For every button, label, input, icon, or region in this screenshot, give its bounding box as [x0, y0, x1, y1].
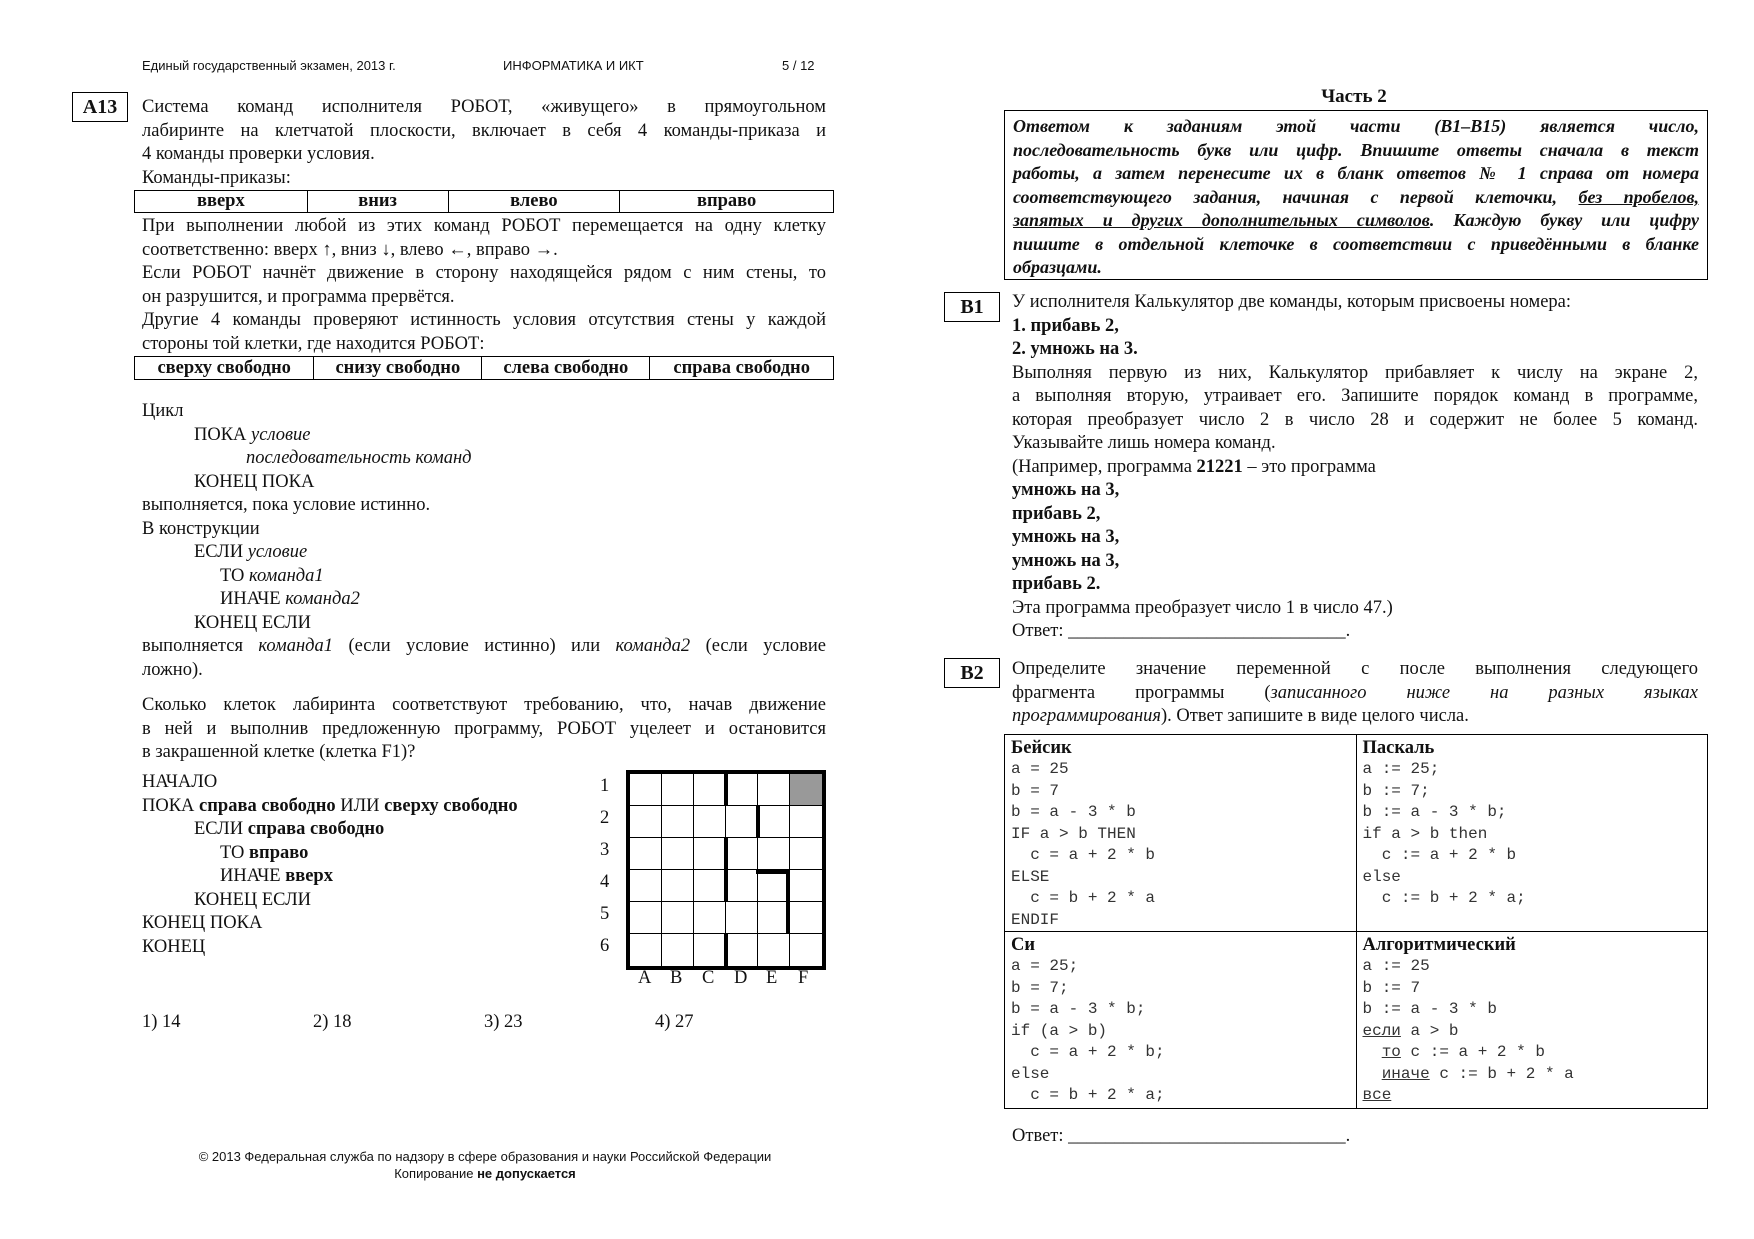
command-down: вниз — [307, 191, 448, 213]
maze-wall — [756, 870, 790, 874]
robot-maze — [626, 770, 826, 970]
loop-explanation — [142, 400, 826, 682]
maze-cell — [630, 934, 662, 966]
loop-line: КОНЕЦ ЕСЛИ — [194, 612, 311, 633]
maze-cell — [790, 806, 822, 838]
b1-line: Выполняя первую из них, Калькулятор прибавляет к числу на экране 2, — [1012, 362, 1698, 383]
maze-cell — [790, 902, 822, 934]
row-label: 3 — [600, 840, 610, 860]
maze-cell — [790, 870, 822, 902]
row-label: 5 — [600, 904, 610, 924]
move-text-line: При выполнении любой из этих команд РОБОТ перемещается на одну клетку — [142, 216, 826, 236]
basic-title: Бейсик — [1005, 735, 1357, 760]
b1-line: У исполнителя Калькулятор две команды, которым присвоены номера: — [1012, 292, 1572, 312]
b2-answer-field[interactable]: Ответ: ______________________________. — [1012, 1126, 1351, 1146]
instruction-line: запятых и других дополнительных символов. Каждую букву или цифру — [1013, 210, 1699, 230]
pascal-code: a := 25; b := 7; b := a - 3 * b; if a > b then c := a + 2 * b else c := b + 2 * a; — [1362, 760, 1526, 907]
command-left: влево — [448, 191, 620, 213]
maze-cell — [662, 870, 694, 902]
commands-label: Команды-приказы: — [142, 167, 291, 188]
loop-line: ложно). — [142, 659, 203, 680]
maze-cell — [630, 806, 662, 838]
command-up: вверх — [135, 191, 308, 213]
subject-header: ИНФОРМАТИКА И ИКТ — [503, 58, 644, 73]
part2-instructions-box — [1004, 110, 1708, 280]
b1-command: 1. прибавь 2, — [1012, 315, 1119, 336]
alg-code: a := 25 b := 7 b := a - 3 * b если a > b то c := a + 2 * b иначе c := b + 2 * a все — [1362, 957, 1574, 1104]
program-line: КОНЕЦ ПОКА — [142, 913, 263, 933]
b1-line: Эта программа преобразует число 1 в число 47.) — [1012, 597, 1393, 618]
pascal-title: Паскаль — [1356, 735, 1708, 760]
maze-cell — [662, 934, 694, 966]
loop-line: ТО команда1 — [220, 565, 324, 586]
c-title: Си — [1005, 932, 1357, 957]
maze-cell — [758, 934, 790, 966]
b2-line: фрагмента программы (записанного ниже на разных языках — [1012, 682, 1698, 703]
instruction-line: образцами. — [1013, 257, 1102, 277]
exam-header: Единый государственный экзамен, 2013 г. — [142, 58, 396, 73]
a13-question — [142, 694, 826, 765]
loop-line: последовательность команд — [246, 448, 472, 468]
maze-cell — [662, 806, 694, 838]
commands-table — [134, 190, 834, 213]
check-bottom-free: снизу свободно — [314, 357, 482, 380]
col-label: B — [670, 968, 683, 988]
program-line: ТО вправо — [220, 842, 309, 863]
check-text-line: стороны той клетки, где находится РОБОТ: — [142, 333, 485, 354]
b1-line: которая преобразует число 2 в число 28 и содержит не более 5 команд. — [1012, 409, 1698, 430]
checks-table — [134, 356, 834, 380]
task-tag-b1: B1 — [944, 292, 1000, 322]
loop-line: выполняется, пока условие истинно. — [142, 495, 431, 515]
maze-cell — [630, 902, 662, 934]
maze-cell — [726, 774, 758, 806]
maze-cell — [630, 838, 662, 870]
b2-line: программирования). Ответ запишите в виде целого числа. — [1012, 706, 1469, 726]
instruction-line: последовательность букв или цифр. Впишите ответы сначала в текст — [1013, 139, 1699, 160]
row-label: 2 — [600, 808, 610, 828]
b1-example-step: прибавь 2. — [1012, 574, 1101, 594]
col-label: A — [638, 968, 652, 988]
wall-text-line: он разрушится, и программа прервётся. — [142, 286, 455, 307]
loop-line: КОНЕЦ ПОКА — [194, 471, 315, 492]
copyright-line: Копирование не допускается — [394, 1166, 576, 1181]
maze-cell — [758, 806, 790, 838]
task-tag-a13: A13 — [72, 92, 128, 122]
maze-cell-target — [790, 774, 822, 806]
maze-cell — [726, 934, 758, 966]
check-right-free: справа свободно — [650, 357, 834, 380]
maze-wall — [724, 838, 728, 902]
row-label: 4 — [600, 872, 610, 892]
robot-program — [142, 771, 582, 959]
b1-example-line: (Например, программа 21221 – это программа — [1012, 456, 1376, 477]
program-line: ПОКА справа свободно ИЛИ сверху свободно — [142, 795, 518, 816]
answer-option-4: 4) 27 — [655, 1012, 694, 1032]
loop-line: выполняется команда1 (если условие истинно) или команда2 (если условие — [142, 636, 826, 656]
program-line: КОНЕЦ ЕСЛИ — [194, 889, 311, 910]
row-label: 1 — [600, 776, 610, 796]
code-table — [1004, 734, 1708, 1109]
b1-command: 2. умножь на 3. — [1012, 339, 1138, 359]
program-line: ИНАЧЕ вверх — [220, 866, 333, 886]
a13-intro-line: Система команд исполнителя РОБОТ, «живущего» в прямоугольном — [142, 97, 826, 117]
maze-wall — [786, 870, 790, 934]
maze-cell — [758, 774, 790, 806]
answer-option-2: 2) 18 — [313, 1012, 352, 1032]
program-line: КОНЕЦ — [142, 936, 206, 957]
loop-line: ПОКА условие — [194, 424, 311, 445]
row-label: 6 — [600, 936, 610, 956]
check-left-free: слева свободно — [482, 357, 650, 380]
maze-cell — [790, 934, 822, 966]
maze-cell — [662, 774, 694, 806]
task-tag-b2: B2 — [944, 658, 1000, 688]
program-line: НАЧАЛО — [142, 772, 218, 792]
copyright-footer — [140, 1148, 830, 1182]
loop-line: В конструкции — [142, 518, 260, 539]
basic-code: a = 25 b = 7 b = a - 3 * b IF a > b THEN c = a + 2 * b ELSE c = b + 2 * a ENDIF — [1011, 760, 1156, 929]
c-code: a = 25; b = 7; b = a - 3 * b; if (a > b) c = a + 2 * b; else c = b + 2 * a; — [1011, 957, 1165, 1104]
col-label: D — [734, 968, 748, 988]
maze-cell — [694, 838, 726, 870]
col-label: E — [766, 968, 778, 988]
alg-title: Алгоритмический — [1356, 932, 1708, 957]
b2-line: Определите значение переменной c после выполнения следующего — [1012, 659, 1698, 679]
move-text-line: соответственно: вверх ↑, вниз ↓, влево ←, вправо →. — [142, 239, 558, 260]
answer-option-1: 1) 14 — [142, 1012, 181, 1032]
maze-cell — [694, 806, 726, 838]
col-label: C — [702, 968, 715, 988]
maze-cell — [694, 934, 726, 966]
b1-example-step: умножь на 3, — [1012, 480, 1120, 500]
a13-description — [142, 215, 826, 356]
b1-answer-field[interactable]: Ответ: ______________________________. — [1012, 621, 1351, 641]
question-line: Сколько клеток лабиринта соответствуют требованию, что, начав движение — [142, 695, 826, 715]
maze-cell — [726, 870, 758, 902]
b2-task — [1012, 658, 1698, 729]
check-text-line: Другие 4 команды проверяют истинность условия отсутствия стены у каждой — [142, 310, 826, 330]
instruction-line: Ответом к заданиям этой части (B1–B15) является число, — [1013, 116, 1699, 136]
maze-cell — [726, 902, 758, 934]
copyright-line: © 2013 Федеральная служба по надзору в сфере образования и науки Российской Федерации — [198, 1149, 772, 1164]
maze-cell — [694, 774, 726, 806]
answer-option-3: 3) 23 — [484, 1012, 523, 1032]
wall-text-line: Если РОБОТ начнёт движение в сторону находящейся рядом с ним стены, то — [142, 263, 826, 283]
maze-cell — [662, 902, 694, 934]
instruction-line: соответствующего задания, начиная с первой клеточки, без пробелов, — [1013, 186, 1699, 207]
instruction-line: пишите в отдельной клеточке в соответствии с приведёнными в бланке — [1013, 233, 1699, 254]
maze-wall — [724, 774, 728, 806]
b1-line: а выполняя вторую, утраивает его. Запишите порядок команд в программе, — [1012, 386, 1698, 406]
b1-example-step: умножь на 3, — [1012, 550, 1120, 571]
part2-title: Часть 2 — [1321, 86, 1387, 107]
a13-intro-line: лабиринте на клетчатой плоскости, включает в себя 4 команды-приказа и — [142, 120, 826, 141]
question-line: в ней и выполнив предложенную программу, РОБОТ уцелеет и остановится — [142, 718, 826, 739]
maze-wall — [724, 934, 728, 966]
maze-cell — [694, 870, 726, 902]
maze-cell — [758, 838, 790, 870]
loop-line: ИНАЧЕ команда2 — [220, 589, 360, 609]
maze-cell — [790, 838, 822, 870]
page-number: 5 / 12 — [782, 58, 815, 73]
program-line: ЕСЛИ справа свободно — [194, 819, 385, 839]
b1-example-step: прибавь 2, — [1012, 503, 1101, 524]
maze-cell — [694, 902, 726, 934]
b1-line: Указывайте лишь номера команд. — [1012, 433, 1276, 453]
check-top-free: сверху свободно — [135, 357, 314, 380]
instruction-line: работы, а затем перенесите их в бланк ответов № 1 справа от номера — [1013, 163, 1699, 183]
loop-line: ЕСЛИ условие — [194, 542, 308, 562]
b1-example-step: умножь на 3, — [1012, 527, 1120, 547]
maze-cell — [662, 838, 694, 870]
a13-intro — [142, 96, 826, 190]
maze-cell — [726, 838, 758, 870]
maze-wall — [756, 806, 760, 838]
command-right: вправо — [620, 191, 834, 213]
col-label: F — [798, 968, 809, 988]
a13-intro-line: 4 команды проверки условия. — [142, 144, 375, 164]
b1-task — [1012, 291, 1698, 644]
question-line: в закрашенной клетке (клетка F1)? — [142, 742, 416, 762]
loop-line: Цикл — [142, 401, 184, 421]
maze-cell — [726, 806, 758, 838]
maze-cell — [630, 870, 662, 902]
maze-cell — [630, 774, 662, 806]
